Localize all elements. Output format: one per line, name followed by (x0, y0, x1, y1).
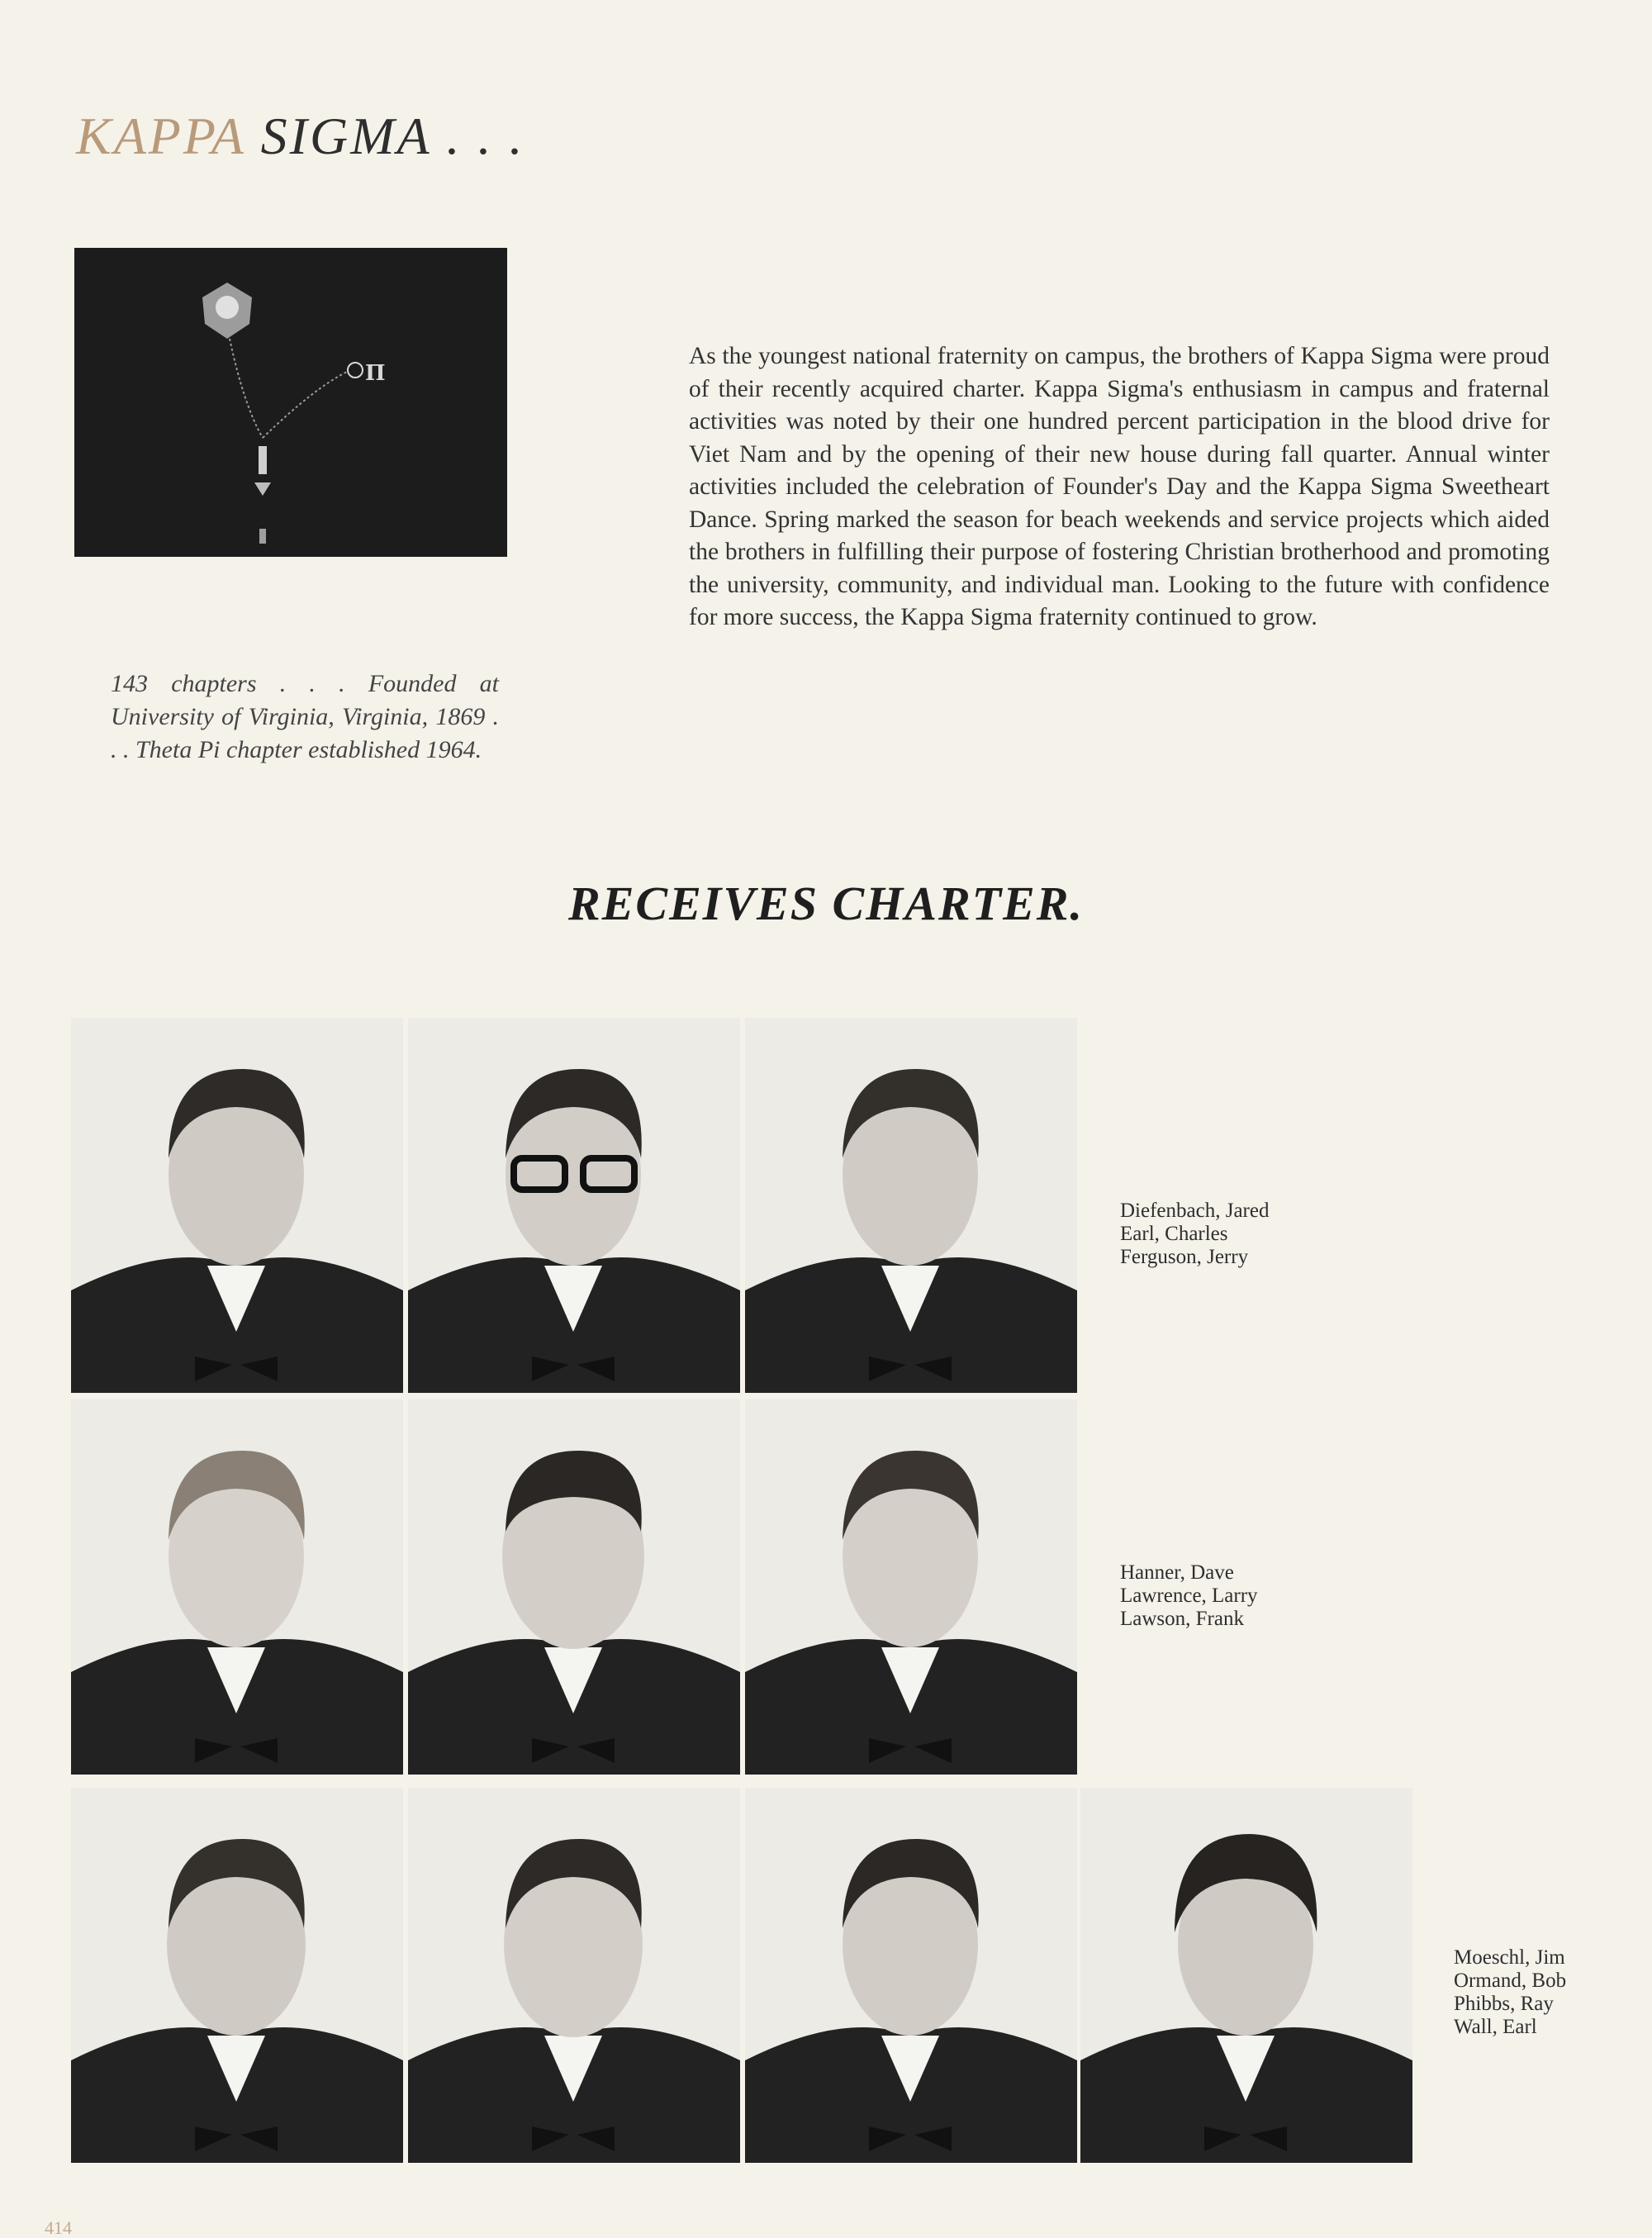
pin-icon (74, 248, 507, 557)
name-list-item: Wall, Earl (1454, 2016, 1537, 2038)
name-list-item: Hanner, Dave (1120, 1561, 1234, 1584)
section-heading: RECEIVES CHARTER. (568, 877, 1084, 930)
name-list-item: Moeschl, Jim (1454, 1946, 1565, 1969)
page-number: 414 (45, 2217, 72, 2238)
portrait-photo (745, 1018, 1077, 1393)
name-list-item: Earl, Charles (1120, 1223, 1228, 1245)
portrait-image (745, 1018, 1077, 1393)
portrait-photo (745, 1788, 1077, 2163)
portrait-image (408, 1788, 740, 2163)
portrait-photo (408, 1788, 740, 2163)
portrait-image (71, 1018, 403, 1393)
portrait-image (71, 1788, 403, 2163)
name-list (1454, 1946, 1566, 2039)
portrait-photo (745, 1399, 1077, 1775)
title-sigma: SIGMA . . . (260, 107, 525, 165)
portrait-photo (71, 1018, 403, 1393)
article-body: As the youngest national fraternity on campus, the brothers of Kappa Sigma were proud of their recently acquired charter. Kappa Sigma's enthusiasm in campus and fraternal activities was noted by their one hundred percent participation in the blood drive for Viet Nam and by the opening of their new house during fall quarter. Annual winter activities included the celebration of Founder's Day and the Kappa Sigma Sweetheart Dance. Spring marked the season for beach weekends and service projects which aided the brothers in fulfilling their purpose of fostering Christian brotherhood and promoting the university, community, and individual man. Looking to the future with confidence for more success, the Kappa Sigma fraternity continued to grow. (689, 343, 1550, 630)
portrait-photo (71, 1788, 403, 2163)
name-list (1120, 1561, 1258, 1631)
page-title (76, 106, 525, 167)
name-list-item: Ormand, Bob (1454, 1970, 1567, 1992)
portrait-image (745, 1788, 1077, 2163)
fraternity-pin-photo (74, 248, 507, 557)
chapter-caption: 143 chapters . . . Founded at University of Virginia, Virginia, 1869 . . . Theta Pi chapter established 1964. (111, 670, 499, 763)
name-list-item: Diefenbach, Jared (1120, 1200, 1270, 1222)
portrait-image (408, 1018, 740, 1393)
portrait-photo (71, 1399, 403, 1775)
portrait-photo (1080, 1788, 1412, 2163)
title-kappa: KAPPA (76, 107, 245, 165)
portrait-photo (408, 1018, 740, 1393)
name-list-item: Phibbs, Ray (1454, 1993, 1554, 2015)
portrait-image (408, 1399, 740, 1775)
name-list-item: Lawrence, Larry (1120, 1585, 1258, 1607)
name-list-item: Ferguson, Jerry (1120, 1246, 1249, 1268)
portrait-image (71, 1399, 403, 1775)
portrait-photo (408, 1399, 740, 1775)
portrait-image (745, 1399, 1077, 1775)
portrait-image (1080, 1788, 1412, 2163)
name-list-item: Lawson, Frank (1120, 1608, 1244, 1630)
name-list (1120, 1200, 1269, 1269)
svg-text:Π: Π (365, 361, 386, 386)
